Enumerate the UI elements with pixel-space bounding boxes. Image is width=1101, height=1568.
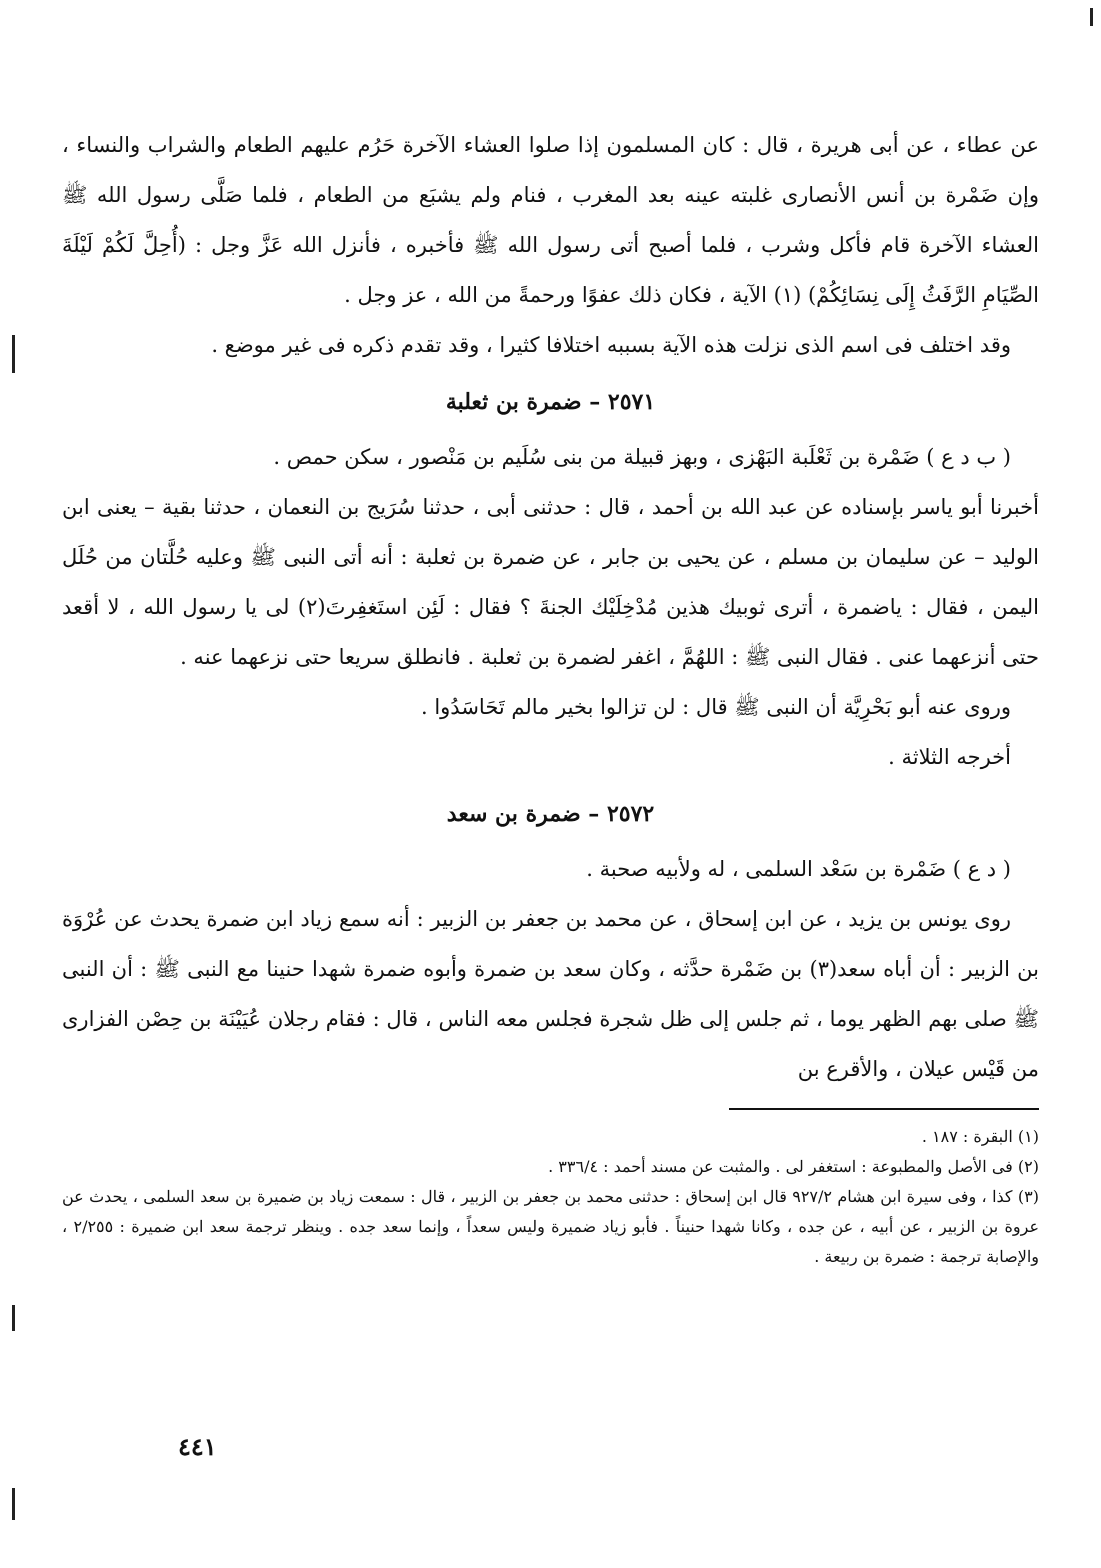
paragraph: أخرجه الثلاثة .	[888, 745, 1011, 769]
margin-mark	[12, 1305, 15, 1331]
margin-mark	[12, 335, 15, 373]
footnote: (٢) فى الأصل والمطبوعة : استغفر لى . والمثبت عن مسند أحمد : ٣٣٦/٤ .	[548, 1157, 1039, 1176]
paragraph: روى يونس بن يزيد ، عن ابن إسحاق ، عن محمد بن جعفر بن الزبير : أنه سمع زياد ابن ضمرة يحدث عن عُرْوَة بن الزبير : أن أباه سعد(٣) بن ضَمْرة حدَّثه ، وكان سعد بن ضمرة وأبوه ضمرة شهدا حنينا مع النبى ﷺ : أن النبى ﷺ صلى بهم الظهر يوما ، ثم جلس إلى ظل شجرة فجلس معه الناس ، قال : فقام رجلان عُيَيْنَة بن حِصْن الفزارى من قَيْس عيلان ، والأقرع بن	[62, 907, 1039, 1081]
footnote-divider	[729, 1108, 1039, 1110]
paragraph: وروى عنه أبو بَحْرِيَّة أن النبى ﷺ قال : لن تزالوا بخير مالم تَحَاسَدُوا .	[420, 695, 1011, 719]
page-number: ٤٤١	[178, 1432, 217, 1461]
edge-mark	[1090, 8, 1093, 26]
margin-mark	[12, 1488, 15, 1520]
paragraph: أخبرنا أبو ياسر بإسناده عن عبد الله بن أحمد ، قال : حدثنى أبى ، حدثنا سُرَيج بن النعمان ، حدثنا بقية – يعنى ابن الوليد – عن سليمان بن مسلم ، عن يحيى بن جابر ، عن ضمرة بن ثعلبة : أنه أتى النبى ﷺ وعليه حُلَّتان من حُلَل اليمن ، فقال : ياضمرة ، أترى ثوبيك هذين مُدْخِلَيْك الجنةَ ؟ فقال : لَئِن استَغفِرتَ(٢) لى يا رسول الله ، لا أقعد حتى أنزعهما عنى . فقال النبى ﷺ : اللهُمَّ ، اغفر لضمرة بن ثعلبة . فانطلق سريعا حتى نزعهما عنه .	[62, 495, 1039, 669]
paragraph: ( د ع ) ضَمْرة بن سَعْد السلمى ، له ولأبيه صحبة .	[586, 857, 1011, 881]
section-heading: ٢٥٧١ – ضمرة بن ثعلبة	[445, 389, 656, 415]
paragraph: وقد اختلف فى اسم الذى نزلت هذه الآية بسببه اختلافا كثيرا ، وقد تقدم ذكره فى غير موضع .	[211, 333, 1011, 357]
section-heading: ٢٥٧٢ – ضمرة بن سعد	[446, 801, 655, 827]
footnote: (٣) كذا ، وفى سيرة ابن هشام ٩٢٧/٢ قال ابن إسحاق : حدثنى محمد بن جعفر بن الزبير ، قال : سمعت زياد بن ضميرة بن سعد السلمى ، يحدث عن عروة بن الزبير ، عن أبيه ، عن جده ، وكانا شهدا حنيناً . فأبو زياد ضميرة وليس سعداً ، وإنما سعد جده . وينظر ترجمة سعد ابن ضميرة : ٢/٢٥٥ ، والإصابة ترجمة : ضمرة بن ربيعة .	[62, 1187, 1040, 1266]
paragraph: عن عطاء ، عن أبى هريرة ، قال : كان المسلمون إذا صلوا العشاء الآخرة حَرُم عليهم الطعام والشراب والنساء ، وإن ضَمْرة بن أنس الأنصارى غلبته عينه بعد المغرب ، فنام ولم يشبَع من الطعام ، فلما صَلَّى رسول الله ﷺ العشاء الآخرة قام فأكل وشرب ، فلما أصبح أتى رسول الله ﷺ فأخبره ، فأنزل الله عَزَّ وجل : (أُحِلَّ لَكُمْ لَيْلَةَ الصِّيَامِ الرَّفَثُ إِلَى نِسَائِكُمْ) (١) الآية ، فكان ذلك عفوًا ورحمةً من الله ، عز وجل .	[62, 133, 1039, 307]
footnotes	[62, 1122, 1039, 1272]
paragraph: ( ب د ع ) ضَمْرة بن ثَعْلَبة البَهْزى ، وبهز قبيلة من بنى سُلَيم بن مَنْصور ، سكن حمص .	[273, 445, 1011, 469]
body-text	[62, 120, 1039, 1094]
footnote: (١) البقرة : ١٨٧ .	[921, 1127, 1039, 1146]
